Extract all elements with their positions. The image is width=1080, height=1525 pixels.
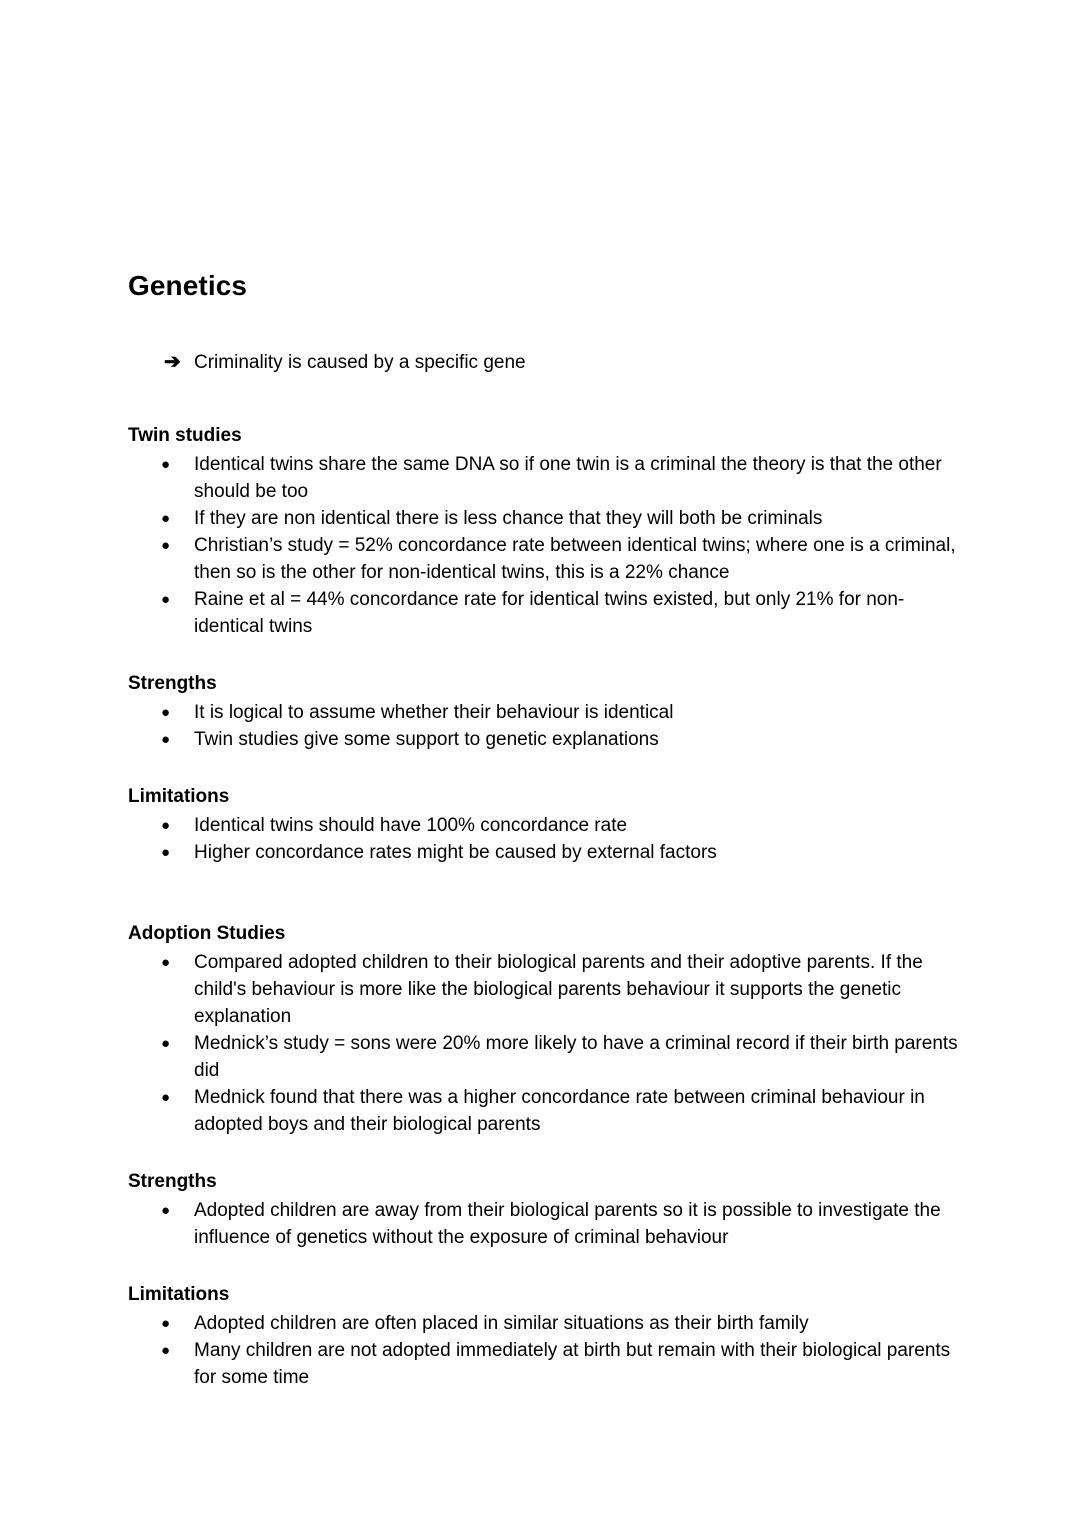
list-item — [128, 1337, 958, 1391]
section-heading: Twin studies — [128, 425, 242, 446]
bullet-list — [128, 1197, 958, 1251]
list-item — [128, 812, 958, 839]
list-item-text: Compared adopted children to their biological parents and their adoptive parents. If the child's behaviour is more like the biological parents behaviour it supports the genetic explanation — [194, 952, 923, 1027]
list-item-text: It is logical to assume whether their behaviour is identical — [194, 702, 674, 723]
intro-statement — [128, 349, 958, 376]
section-heading: Strengths — [128, 673, 217, 694]
list-item — [128, 699, 958, 726]
list-item-text: Adopted children are often placed in similar situations as their birth family — [194, 1313, 809, 1334]
bullet-dot-icon: ● — [161, 1089, 171, 1106]
list-item-text: Raine et al = 44% concordance rate for identical twins existed, but only 21% for non-identical twins — [194, 589, 905, 637]
list-item — [128, 505, 958, 532]
list-item — [128, 1197, 958, 1251]
bullet-dot-icon: ● — [161, 510, 171, 527]
bullet-list — [128, 812, 958, 866]
bullet-dot-icon: ● — [161, 1342, 171, 1359]
bullet-list — [128, 699, 958, 753]
list-item — [128, 839, 958, 866]
bullet-dot-icon: ● — [161, 954, 171, 971]
section-adoption-studies — [128, 920, 958, 1138]
list-item — [128, 949, 958, 1030]
section-heading: Strengths — [128, 1171, 217, 1192]
bullet-list — [128, 949, 958, 1138]
sections-container — [128, 422, 958, 1391]
list-item — [128, 726, 958, 753]
section-heading: Limitations — [128, 786, 230, 807]
list-item-text: Mednick’s study = sons were 20% more likely to have a criminal record if their birth parents did — [194, 1033, 958, 1081]
bullet-dot-icon: ● — [161, 591, 171, 608]
bullet-dot-icon: ● — [161, 704, 171, 721]
section-twin-strengths — [128, 670, 958, 753]
list-item-text: Many children are not adopted immediately at birth but remain with their biological parents for some time — [194, 1340, 951, 1388]
bullet-list — [128, 1310, 958, 1391]
bullet-dot-icon: ● — [161, 1202, 171, 1219]
intro-statement-text: Criminality is caused by a specific gene — [194, 352, 526, 373]
bullet-dot-icon: ● — [161, 1315, 171, 1332]
list-item-text: Mednick found that there was a higher concordance rate between criminal behaviour in adopted boys and their biological parents — [194, 1087, 925, 1135]
section-twin-studies — [128, 422, 958, 640]
list-item — [128, 1030, 958, 1084]
section-adoption-strengths — [128, 1168, 958, 1251]
document-body — [128, 268, 958, 1421]
section-adoption-limitations — [128, 1281, 958, 1391]
list-item — [128, 532, 958, 586]
list-item-text: Twin studies give some support to genetic explanations — [194, 729, 659, 750]
bullet-dot-icon: ● — [161, 1035, 171, 1052]
bullet-dot-icon: ● — [161, 817, 171, 834]
section-heading: Adoption Studies — [128, 923, 286, 944]
bullet-list — [128, 451, 958, 640]
section-heading: Limitations — [128, 1284, 230, 1305]
list-item — [128, 586, 958, 640]
list-item-text: Identical twins share the same DNA so if one twin is a criminal the theory is that the other should be too — [194, 454, 942, 502]
arrow-right-icon: ➔ — [164, 351, 181, 373]
list-item-text: Adopted children are away from their biological parents so it is possible to investigate the influence of genetics without the exposure of criminal behaviour — [194, 1200, 941, 1248]
list-item-text: Higher concordance rates might be caused by external factors — [194, 842, 717, 863]
bullet-dot-icon: ● — [161, 537, 171, 554]
list-item — [128, 451, 958, 505]
list-item — [128, 1310, 958, 1337]
bullet-dot-icon: ● — [161, 844, 171, 861]
list-item-text: Identical twins should have 100% concordance rate — [194, 815, 628, 836]
section-twin-limitations — [128, 783, 958, 866]
page-title: Genetics — [128, 270, 248, 301]
list-item — [128, 1084, 958, 1138]
list-item-text: If they are non identical there is less chance that they will both be criminals — [194, 508, 823, 529]
list-item-text: Christian’s study = 52% concordance rate between identical twins; where one is a criminal, then so is the other for non-identical twins, this is a 22% chance — [194, 535, 956, 583]
bullet-dot-icon: ● — [161, 731, 171, 748]
bullet-dot-icon: ● — [161, 456, 171, 473]
